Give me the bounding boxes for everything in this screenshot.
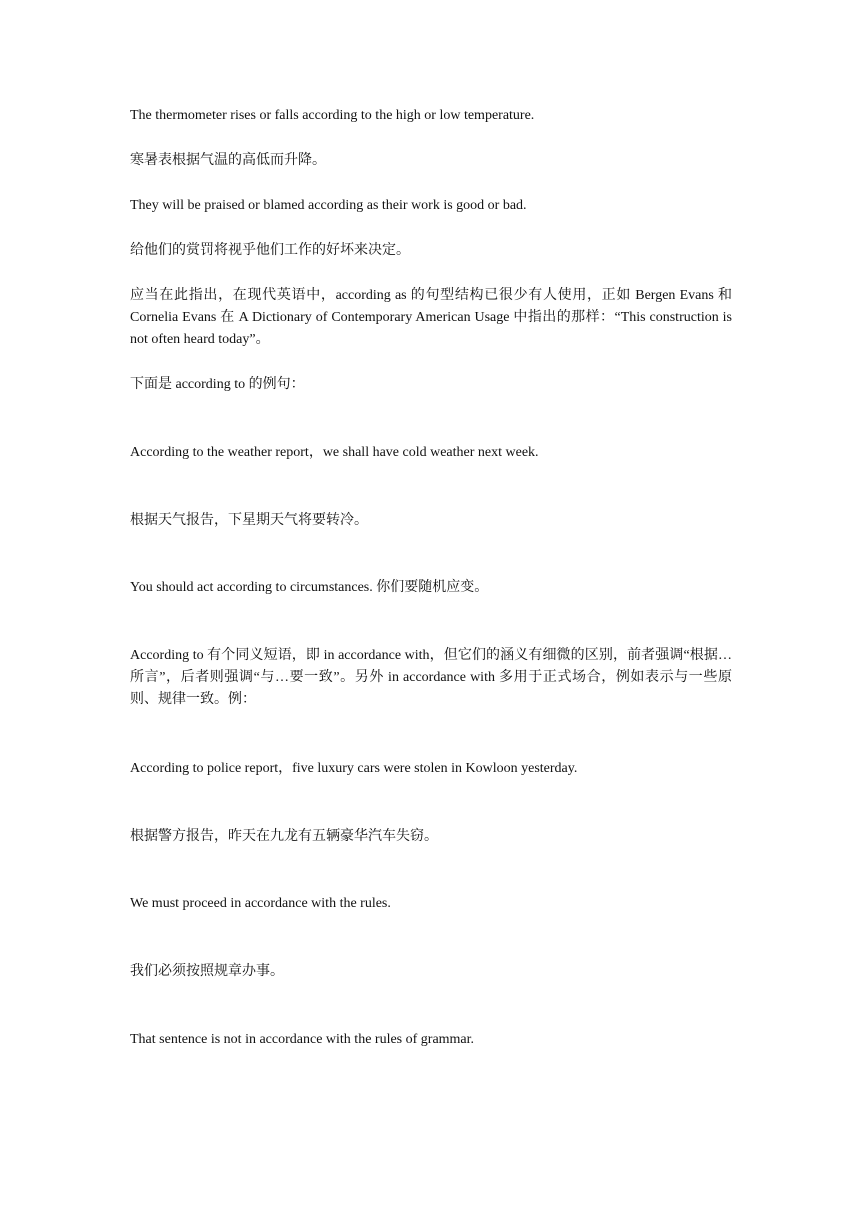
paragraph-grammar-en: That sentence is not in accordance with the rules of grammar. [130, 1032, 475, 1047]
paragraph-rules-en: We must proceed in accordance with the rules. [130, 896, 391, 911]
paragraph-examples-intro: 下面是 according to 的例句： [130, 377, 305, 392]
paragraph-rules-zh: 我们必须按照规章办事。 [130, 964, 284, 979]
paragraph-circumstances: You should act according to circumstances. 你们要随机应变。 [130, 580, 489, 595]
paragraph-weather-en: According to the weather report，we shall have cold weather next week. [130, 445, 539, 460]
paragraph-according-as-note: 应当在此指出，在现代英语中，according as 的句型结构已很少有人使用，正如 Bergen Evans 和 Cornelia Evans 在 A Dictionary of Contemporary American Usage 中指出的那样：“This construction is not often heard today”。 [130, 288, 732, 347]
paragraph-synonym-note: According to 有个同义短语，即 in accordance with，但它们的涵义有细微的区别，前者强调“根据…所言”，后者则强调“与…要一致”。另外 in accordance with 多用于正式场合，例如表示与一些原则、规律一致。例： [130, 648, 732, 707]
paragraph-thermometer-en: The thermometer rises or falls according to the high or low temperature. [130, 108, 535, 123]
paragraph-police-en: According to police report，five luxury cars were stolen in Kowloon yesterday. [130, 761, 578, 776]
paragraph-thermometer-zh: 寒暑表根据气温的高低而升降。 [130, 153, 326, 168]
paragraph-police-zh: 根据警方报告，昨天在九龙有五辆豪华汽车失窃。 [130, 829, 438, 844]
paragraph-praised-zh: 给他们的赏罚将视乎他们工作的好坏来决定。 [130, 243, 410, 258]
paragraph-praised-en: They will be praised or blamed according as their work is good or bad. [130, 198, 527, 213]
paragraph-weather-zh: 根据天气报告，下星期天气将要转冷。 [130, 513, 368, 528]
